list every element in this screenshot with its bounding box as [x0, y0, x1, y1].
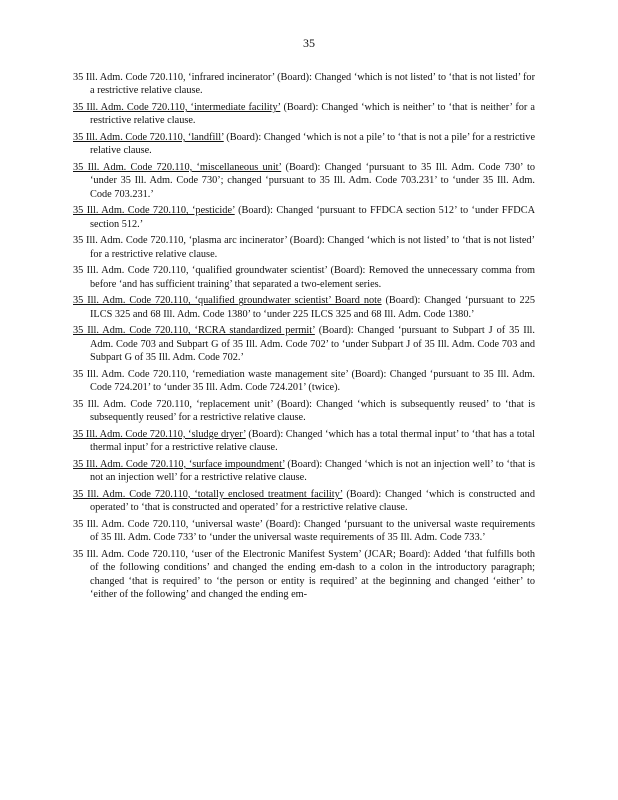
entry-text: (Board): Changed ‘which is not a pile’ to ‘that is not a pile’ for a restrictive relative clause. — [90, 132, 536, 157]
entry-citation: 35 Ill. Adm. Code 720.110, ‘landfill’ — [73, 132, 224, 143]
list-item — [73, 398, 535, 425]
list-item — [73, 548, 535, 602]
list-item — [73, 488, 535, 515]
list-item — [73, 324, 535, 364]
entry-text: 35 Ill. Adm. Code 720.110, ‘infrared incinerator’ (Board): Changed ‘which is not listed’ to ‘that is not listed’ for a restrictive relative clause. — [73, 72, 535, 97]
list-item — [73, 368, 535, 395]
entry-text: (Board): Changed ‘which is not an injection well’ to ‘that is not an injection well’ for a restrictive relative clause. — [90, 458, 535, 484]
entry-text: 35 Ill. Adm. Code 720.110, ‘plasma arc incinerator’ (Board): Changed ‘which is not listed’ to ‘that is not listed’ for a restrictive relative clause. — [73, 235, 535, 260]
list-item — [73, 294, 535, 321]
entry-text: 35 Ill. Adm. Code 720.110, ‘qualified groundwater scientist’ (Board): Removed the unnecessary comma from before ‘and has sufficient training’ that separated a two-element series. — [73, 265, 535, 290]
page-number: 35 — [303, 36, 315, 50]
entry-citation: 35 Ill. Adm. Code 720.110, ‘totally enclosed treatment facility’ — [73, 488, 343, 500]
list-item — [73, 428, 535, 455]
entry-text: 35 Ill. Adm. Code 720.110, ‘user of the Electronic Manifest System’ (JCAR; Board): Added ‘that fulfills both of the following conditions’ and changed the ending em-dash to a colon in the introductory paragraph; changed ‘that is required’ to ‘the person or entity is required’ at the beginning and changed ‘either’ to ‘either of the following’ and changed the ending em- — [73, 548, 535, 601]
list-item — [73, 204, 535, 231]
entry-text: (Board): Changed ‘which is constructed and operated’ to ‘that is constructed and operated’ for a restrictive relative clause. — [90, 488, 535, 514]
entry-citation: 35 Ill. Adm. Code 720.110, ‘intermediate facility’ — [73, 102, 281, 113]
entry-list — [73, 71, 535, 605]
list-item — [73, 131, 535, 158]
list-item — [73, 264, 535, 291]
entry-text: 35 Ill. Adm. Code 720.110, ‘universal waste’ (Board): Changed ‘pursuant to the universal waste requirements of 35 Ill. Adm. Code 733’ to ‘under the universal waste requirements of 35 Ill. Adm. Code 733.’ — [73, 518, 535, 544]
entry-text: (Board): Changed ‘which has a total thermal input’ to ‘that has a total thermal input’ for a restrictive relative clause. — [90, 428, 535, 454]
list-item — [73, 161, 535, 201]
entry-citation: 35 Ill. Adm. Code 720.110, ‘miscellaneous unit’ — [73, 162, 282, 173]
entry-citation: 35 Ill. Adm. Code 720.110, ‘pesticide’ — [73, 205, 235, 217]
entry-citation: 35 Ill. Adm. Code 720.110, ‘surface impoundment’ — [73, 458, 285, 470]
entry-text: 35 Ill. Adm. Code 720.110, ‘remediation waste management site’ (Board): Changed ‘pursuant to 35 Ill. Adm. Code 724.201’ to ‘under 35 Ill. Adm. Code 724.201’ (twice). — [73, 368, 535, 394]
entry-text: 35 Ill. Adm. Code 720.110, ‘replacement unit’ (Board): Changed ‘which is subsequently reused’ to ‘that is subsequently reused’ for a restrictive relative clause. — [73, 398, 535, 424]
list-item — [73, 101, 535, 128]
entry-text: (Board): Changed ‘pursuant to FFDCA section 512’ to ‘under FFDCA section 512.’ — [90, 205, 535, 230]
entry-text: (Board): Changed ‘pursuant to 35 Ill. Adm. Code 730’ to ‘under 35 Ill. Adm. Code 730’; changed ‘pursuant to 35 Ill. Adm. Code 703.231’ to ‘under 35 Ill. Adm. Code 703.231.’ — [90, 162, 535, 200]
entry-citation: 35 Ill. Adm. Code 720.110, ‘RCRA standardized permit’ — [73, 325, 315, 337]
list-item — [73, 71, 535, 98]
list-item — [73, 234, 535, 261]
list-item — [73, 518, 535, 545]
list-item — [73, 458, 535, 485]
entry-text: (Board): Changed ‘which is neither’ to ‘that is neither’ for a restrictive relative clause. — [90, 102, 535, 127]
entry-text: (Board): Changed ‘pursuant to 225 ILCS 325 and 68 Ill. Adm. Code 1380’ to ‘under 225 ILCS 325 and 68 Ill. Adm. Code 1380.’ — [90, 295, 535, 320]
entry-text: (Board): Changed ‘pursuant to Subpart J of 35 Ill. Adm. Code 703 and Subpart G of 35 Ill. Adm. Code 702’ to ‘under Subpart J of 35 Ill. Adm. Code 703 and Subpart G of 35 Ill. Adm. Code 702.’ — [90, 325, 535, 364]
entry-citation: 35 Ill. Adm. Code 720.110, ‘sludge dryer’ — [73, 428, 246, 440]
entry-citation: 35 Ill. Adm. Code 720.110, ‘qualified groundwater scientist’ Board note — [73, 295, 382, 307]
